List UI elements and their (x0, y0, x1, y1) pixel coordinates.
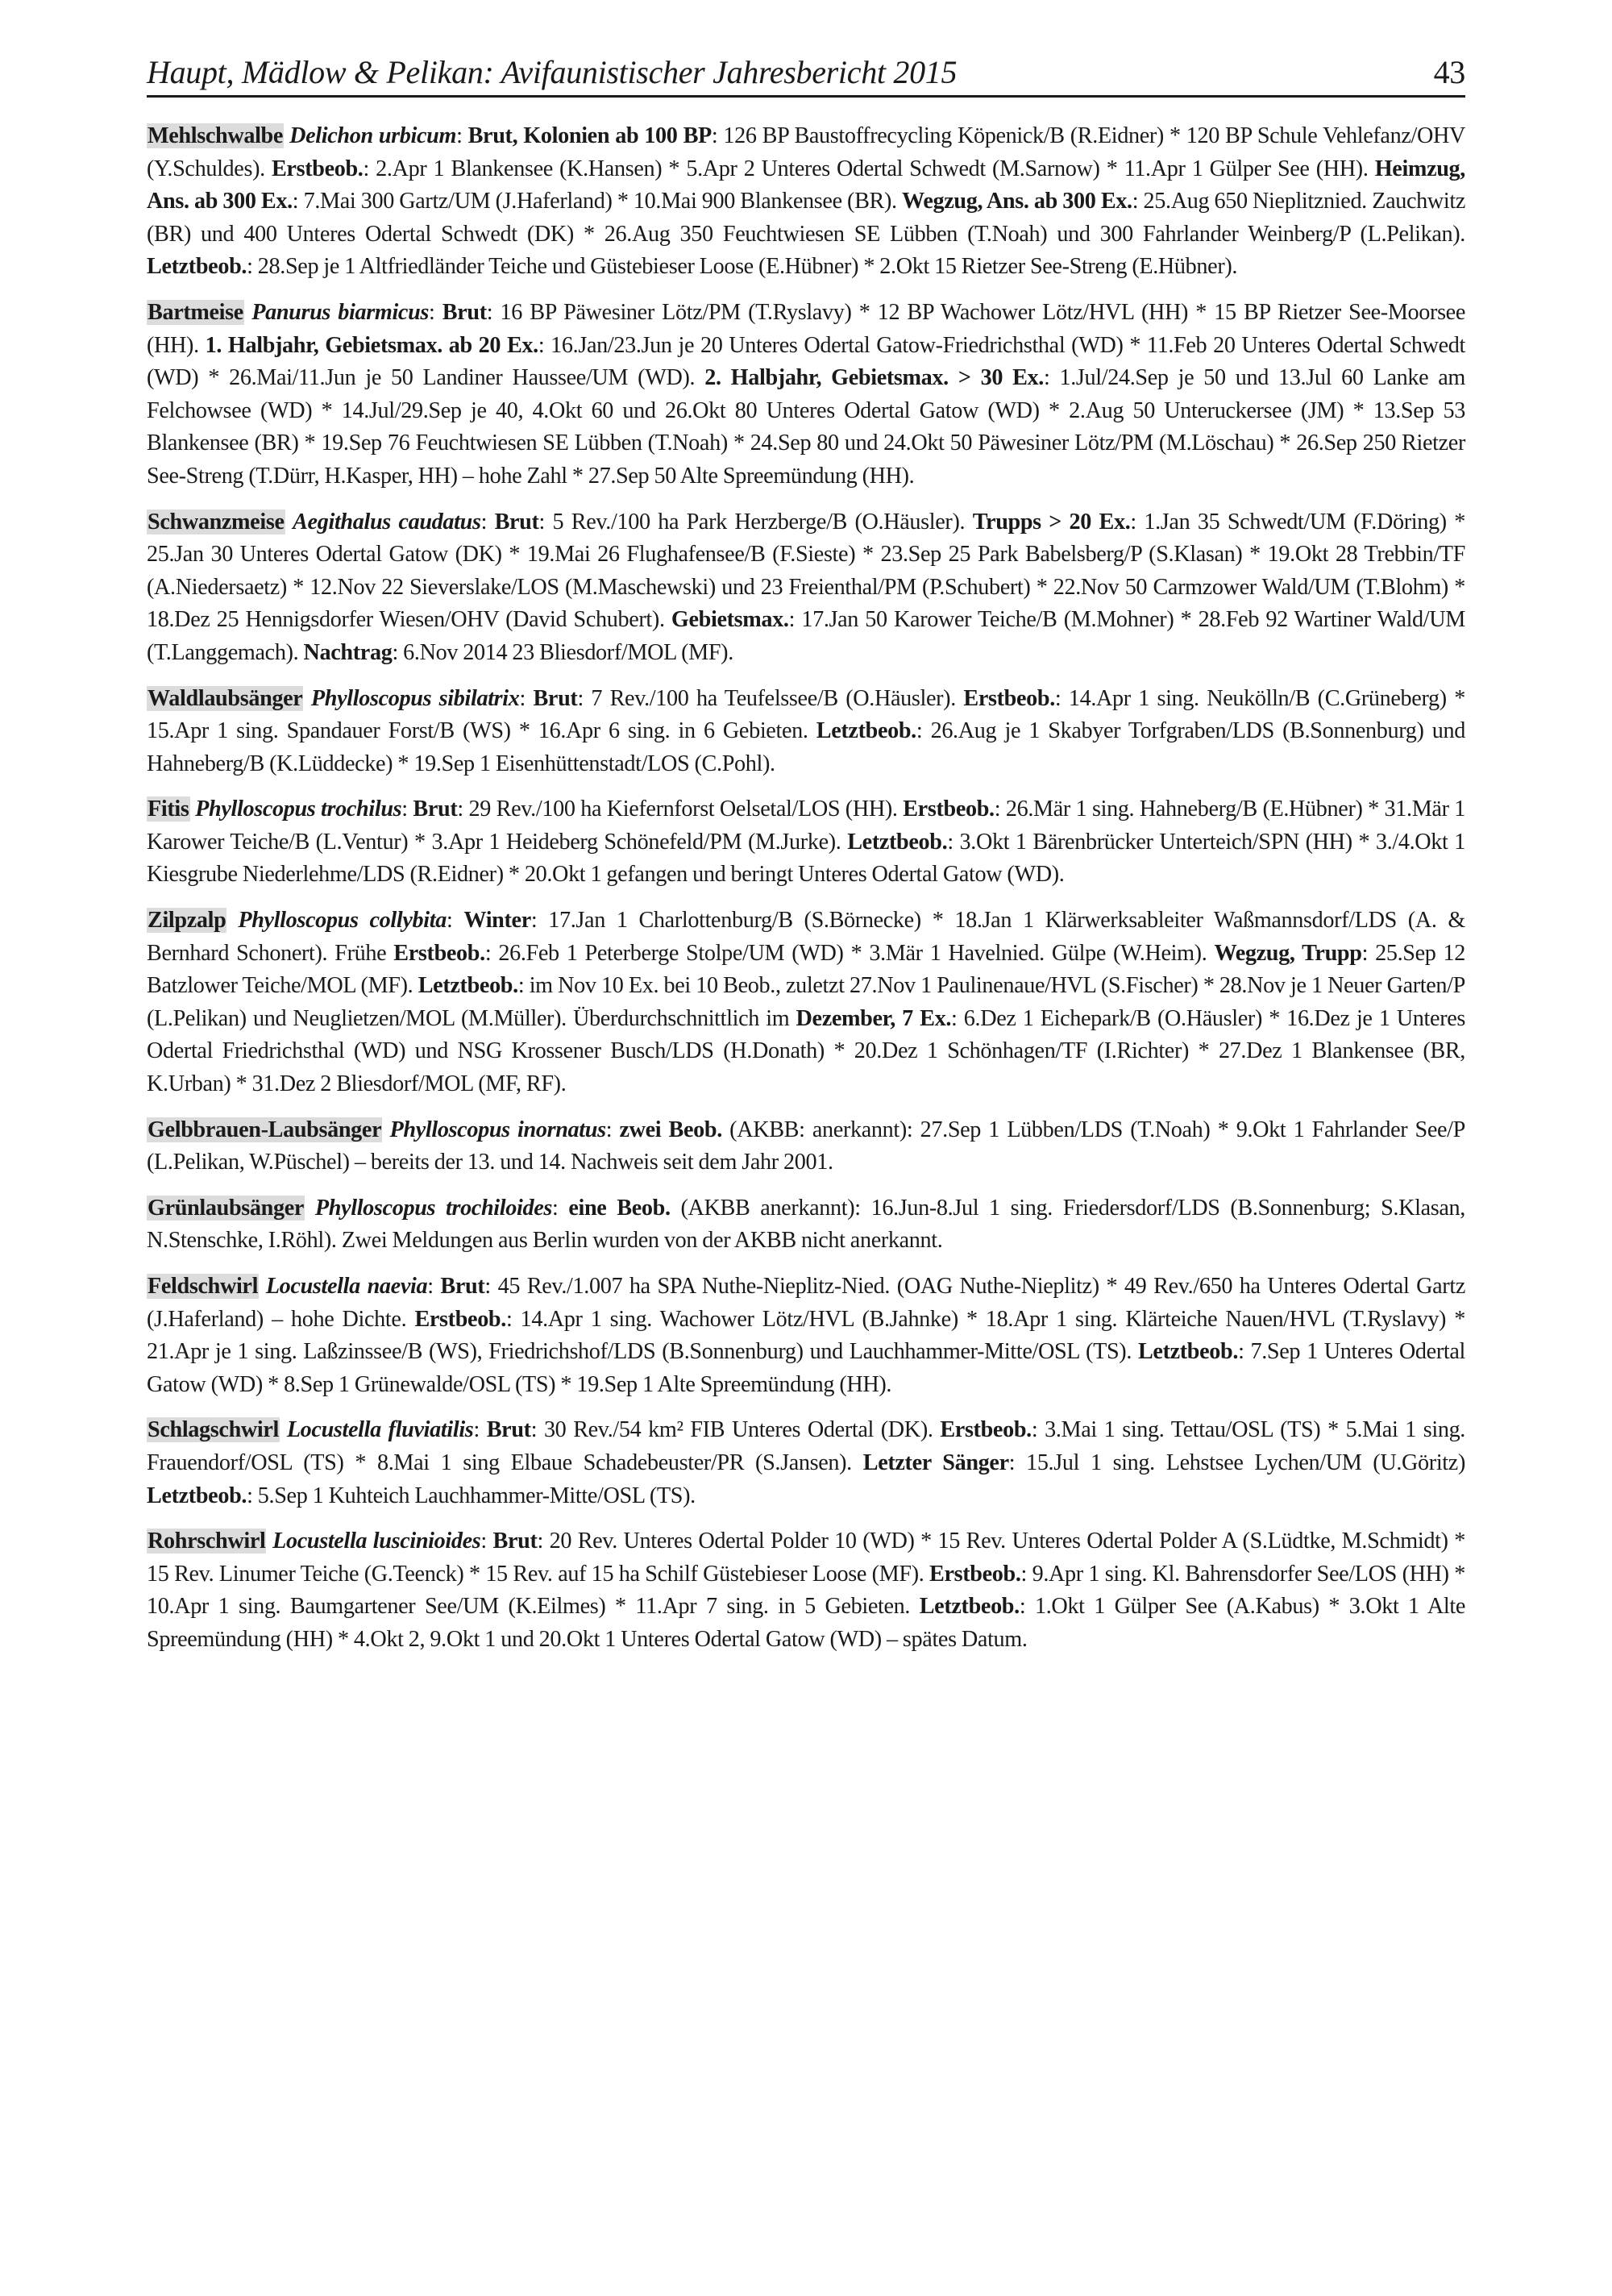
observation-text: : (605, 1117, 620, 1142)
section-label: Brut (494, 509, 539, 534)
species-scientific-name: Phylloscopus trochiloides (314, 1195, 553, 1221)
section-label: Winter (463, 908, 531, 934)
section-label: Erstbeob. (940, 1417, 1032, 1443)
observation-text: : 126 BP Baustoffrecycling Köpenick/B (R.Eidner) * 120 BP Schule Vehlefanz/OHV (Y.Schuldes). (147, 123, 1465, 181)
section-label: Gebietsmax. (671, 607, 789, 633)
running-header (147, 56, 1465, 98)
section-label: Brut (440, 1274, 485, 1299)
observation-text: : (456, 123, 468, 148)
observation-text: : 1.Jul/24.Sep je 50 und 13.Jul 60 Lanke am Felchowsee (WD) * 14.Jul/29.Sep je 40, 4.Okt 60 und 26.Okt 80 Unteres Odertal Gatow (WD) * 2.Aug 50 Unteruckersee (JM) * 13.Sep 53 Blankensee (BR) * 19.Sep 76 Feuchtwiesen SE Lübben (T.Noah) * 24.Sep 80 und 24.Okt 50 Päwesiner Lötz/PM (M.Löschau) * 26.Sep 250 Rietzer See-Streng (T.Dürr, H.Kasper, HH) – hohe Zahl * 27.Sep 50 Alte Spreemündung (HH). (147, 365, 1465, 489)
section-label: Letztbeob. (147, 254, 247, 280)
species-scientific-name: Phylloscopus trochilus (195, 797, 402, 822)
observation-text: : (480, 1529, 493, 1554)
section-label: Letztbeob. (847, 829, 948, 855)
observation-text: : 6.Dez 1 Eichepark/B (O.Häusler) * 16.Dez je 1 Unteres Odertal Friedrichsthal (WD) und NSG Krossener Busch/LDS (H.Donath) * 20.Dez 1 Schönhagen/TF (I.Richter) * 27.Dez 1 Blankensee (BR, K.Urban) * 31.Dez 2 Bliesdorf/MOL (MF, RF). (147, 1005, 1466, 1097)
section-label: Brut (492, 1529, 538, 1554)
page-number: 43 (1433, 54, 1465, 90)
section-label: eine Beob. (568, 1195, 671, 1221)
species-scientific-name: Aegithalus caudatus (293, 509, 481, 534)
species-scientific-name: Delichon urbicum (289, 123, 457, 148)
observation-text: : 3.Mai 1 sing. Tettau/OSL (TS) * 5.Mai 1 sing. Frauendorf/OSL (TS) * 8.Mai 1 sing Elbaue Schadebeuster/PR (S.Jansen). (147, 1417, 1466, 1475)
running-title: Haupt, Mädlow & Pelikan: Avifaunistischer Jahresbericht 2015 (147, 54, 958, 90)
section-label: Dezember, 7 Ex. (796, 1005, 952, 1031)
species-text (147, 300, 1465, 489)
species-entry (147, 1271, 1465, 1401)
observation-text: : 9.Apr 1 sing. Kl. Bahrensdorfer See/LOS (HH) * 10.Apr 1 sing. Baumgartener See/UM (K.Eilmes) * 11.Apr 7 sing. in 5 Gebieten. (147, 1561, 1465, 1620)
section-label: Brut, Kolonien ab 100 BP (467, 123, 712, 148)
observation-text: : 16.Jan/23.Jun je 20 Unteres Odertal Gatow-Friedrichsthal (WD) * 11.Feb 20 Unteres Odertal Schwedt (WD) * 26.Mai/11.Jun je 50 Landiner Haussee/UM (WD). (147, 332, 1465, 391)
species-scientific-name: Panurus biarmicus (251, 299, 430, 325)
species-common-name: Schwanzmeise (147, 509, 285, 534)
observation-text: : 15.Jul 1 sing. Lehstsee Lychen/UM (U.Göritz) (1008, 1450, 1465, 1475)
species-common-name: Rohrschwirl (147, 1529, 266, 1554)
species-common-name: Schlagschwirl (147, 1417, 280, 1443)
section-label: Erstbeob. (271, 156, 364, 181)
section-label: Erstbeob. (963, 685, 1055, 711)
observation-text: (AKBB: anerkannt): 27.Sep 1 Lübben/LDS (T.Noah) * 9.Okt 1 Fahrlander See/P (L.Pelikan, W.Püschel) – bereits der 13. und 14. Nachweis seit dem Jahr 2001. (147, 1117, 1465, 1175)
section-label: Erstbeob. (929, 1561, 1021, 1587)
section-label: Brut (533, 685, 578, 711)
observation-text: : 45 Rev./1.007 ha SPA Nuthe-Nieplitz-Nied. (OAG Nuthe-Nieplitz) * 49 Rev./650 ha Unteres Odertal Gartz (J.Haferland) – hohe Dichte. (147, 1274, 1465, 1332)
species-list (147, 120, 1465, 1657)
species-scientific-name: Locustella naevia (265, 1274, 428, 1299)
section-label: Erstbeob. (903, 797, 995, 822)
section-label: 1. Halbjahr, Gebietsmax. ab 20 Ex. (205, 332, 538, 358)
species-entry (147, 120, 1465, 284)
species-scientific-name: Phylloscopus collybita (238, 908, 447, 934)
section-label: Wegzug, Ans. ab 300 Ex. (902, 189, 1132, 214)
section-label: Letzter Sänger (862, 1450, 1009, 1475)
section-label: Heimzug, Ans. ab 300 Ex. (147, 156, 1465, 214)
species-entry (147, 905, 1465, 1101)
observation-text: : 6.Nov 2014 23 Bliesdorf/MOL (MF). (392, 639, 733, 665)
observation-text: : (447, 908, 464, 934)
section-label: Brut (413, 797, 458, 822)
species-scientific-name: Locustella luscinioides (272, 1529, 481, 1554)
section-label: Erstbeob. (414, 1306, 506, 1332)
observation-text: : 5.Sep 1 Kuhteich Lauchhammer-Mitte/OSL (TS). (247, 1483, 696, 1508)
observation-text: : 26.Aug je 1 Skabyer Torfgraben/LDS (B.Sonnenburg) und Hahneberg/B (K.Lüddecke) * 19.Sep 1 Eisenhüttenstadt/LOS (C.Pohl). (147, 718, 1465, 776)
species-text (147, 908, 1465, 1096)
species-common-name: Mehlschwalbe (147, 123, 284, 148)
species-common-name: Zilpzalp (147, 908, 226, 934)
species-entry (147, 506, 1465, 670)
observation-text: : 25.Sep 12 Batzlower Teiche/MOL (MF). (147, 940, 1466, 999)
observation-text: : 7 Rev./100 ha Teufelssee/B (O.Häusler). (577, 685, 964, 711)
observation-text: : (429, 299, 442, 325)
section-label: Erstbeob. (393, 940, 485, 966)
species-common-name: Fitis (147, 797, 189, 822)
observation-text: : 26.Feb 1 Peterberge Stolpe/UM (WD) * 3.Mär 1 Havelnied. Gülpe (W.Heim). (484, 940, 1215, 966)
observation-text: : 28.Sep je 1 Altfriedländer Teiche und Güstebieser Loose (E.Hübner) * 2.Okt 15 Rietzer See-Streng (E.Hübner). (247, 254, 1238, 280)
observation-text: : 14.Apr 1 sing. Wachower Lötz/HVL (B.Jahnke) * 18.Apr 1 sing. Klärteiche Nauen/HVL (T.Ryslavy) * 21.Apr je 1 sing. Laßzinssee/B (WS), Friedrichshof/LDS (B.Sonnenburg) und Lauchhammer-Mitte/OSL (TS). (147, 1306, 1466, 1365)
observation-text: (AKBB anerkannt): 16.Jun-8.Jul 1 sing. Friedersdorf/LDS (B.Sonnenburg; S.Klasan, N.Stenschke, I.Röhl). Zwei Meldungen aus Berlin wurden von der AKBB nicht anerkannt. (147, 1195, 1465, 1254)
species-common-name: Feldschwirl (147, 1274, 259, 1299)
species-entry (147, 1192, 1465, 1258)
observation-text: : (519, 685, 534, 711)
section-label: Letztbeob. (919, 1594, 1020, 1620)
species-entry (147, 1114, 1465, 1179)
observation-text: : 17.Jan 50 Karower Teiche/B (M.Mohner) * 28.Feb 92 Wartiner Wald/UM (T.Langgemach). (147, 607, 1465, 665)
observation-text: : (552, 1195, 569, 1221)
observation-text: : 25.Aug 650 Nieplitznied. Zauchwitz (BR) und 400 Unteres Odertal Schwedt (DK) * 26.Aug 350 Feuchtwiesen SE Lübben (T.Noah) und 300 Fahrlander Weinberg/P (L.Pelikan). (147, 189, 1466, 247)
observation-text: : 16 BP Päwesiner Lötz/PM (T.Ryslavy) * 12 BP Wachower Lötz/HVL (HH) * 15 BP Rietzer See-Moorsee (HH). (147, 299, 1466, 358)
observation-text: : 7.Mai 300 Gartz/UM (J.Haferland) * 10.Mai 900 Blankensee (BR). (292, 189, 903, 214)
observation-text: : 1.Jan 35 Schwedt/UM (F.Döring) * 25.Jan 30 Unteres Odertal Gatow (DK) * 19.Mai 26 Flughafensee/B (F.Sieste) * 23.Sep 25 Park Babelsberg/P (S.Klasan) * 19.Okt 28 Trebbin/TF (A.Niedersaetz) * 12.Nov 22 Sieverslake/LOS (M.Maschewski) und 23 Freienthal/PM (P.Schubert) * 22.Nov 50 Carmzower Wald/UM (T.Blohm) * 18.Dez 25 Hennigsdorfer Wiesen/OHV (David Schubert). (147, 509, 1465, 633)
species-scientific-name: Locustella fluviatilis (286, 1417, 474, 1443)
observation-text: : 30 Rev./54 km² FIB Unteres Odertal (DK). (530, 1417, 941, 1443)
section-label: Letztbeob. (147, 1483, 247, 1508)
section-label: Brut (486, 1417, 531, 1443)
document-page (147, 56, 1465, 1670)
species-scientific-name: Phylloscopus inornatus (389, 1117, 606, 1142)
observation-text: : 14.Apr 1 sing. Neukölln/B (C.Grüneberg) * 15.Apr 1 sing. Spandauer Forst/B (WS) * 16.Apr 6 sing. in 6 Gebieten. (147, 685, 1465, 744)
observation-text: : 3.Okt 1 Bärenbrücker Unterteich/SPN (HH) * 3./4.Okt 1 Kiesgrube Niederlehme/LDS (R.Eidner) * 20.Okt 1 gefangen und beringt Unteres Odertal Gatow (WD). (147, 829, 1466, 888)
species-entry (147, 1414, 1465, 1512)
species-common-name: Gelbbrauen-Laubsänger (147, 1117, 382, 1142)
species-entry (147, 297, 1465, 493)
species-scientific-name: Phylloscopus sibilatrix (310, 685, 520, 711)
observation-text: : 26.Mär 1 sing. Hahneberg/B (E.Hübner) * 31.Mär 1 Karower Teiche/B (L.Ventur) * 3.Apr 1 Heideberg Schönefeld/PM (M.Jurke). (147, 797, 1466, 855)
observation-text: : 5 Rev./100 ha Park Herzberge/B (O.Häusler). (538, 509, 973, 534)
species-entry (147, 1525, 1465, 1656)
section-label: Letztbeob. (816, 718, 916, 744)
observation-text: : 17.Jan 1 Charlottenburg/B (S.Börnecke) * 18.Jan 1 Klärwerksableiter Waßmannsdorf/LDS (A. & Bernhard Schonert). Frühe (147, 908, 1465, 966)
section-label: Wegzug, Trupp (1214, 940, 1362, 966)
observation-text: : 1.Okt 1 Gülper See (A.Kabus) * 3.Okt 1 Alte Spreemündung (HH) * 4.Okt 2, 9.Okt 1 und 20.Okt 1 Unteres Odertal Gatow (WD) – spätes Datum. (147, 1594, 1465, 1652)
section-label: Letztbeob. (418, 973, 518, 999)
observation-text: : 20 Rev. Unteres Odertal Polder 10 (WD) * 15 Rev. Unteres Odertal Polder A (S.Lüdtke, M.Schmidt) * 15 Rev. Linumer Teiche (G.Teenck) * 15 Rev. auf 15 ha Schilf Güstebieser Loose (MF). (147, 1529, 1465, 1587)
observation-text: : (480, 509, 495, 534)
section-label: 2. Halbjahr, Gebietsmax. > 30 Ex. (704, 365, 1044, 391)
section-label: Nachtrag (303, 639, 393, 665)
section-label: zwei Beob. (619, 1117, 722, 1142)
species-common-name: Waldlaubsänger (147, 685, 303, 711)
species-entry (147, 683, 1465, 781)
observation-text: : (473, 1417, 487, 1443)
observation-text: : (427, 1274, 441, 1299)
section-label: Brut (442, 299, 487, 325)
species-common-name: Grünlaubsänger (147, 1195, 305, 1221)
observation-text: : (401, 797, 413, 822)
section-label: Letztbeob. (1137, 1339, 1239, 1365)
observation-text: : 7.Sep 1 Unteres Odertal Gatow (WD) * 8.Sep 1 Grünewalde/OSL (TS) * 19.Sep 1 Alte Spreemündung (HH). (147, 1339, 1465, 1397)
species-entry (147, 793, 1465, 892)
section-label: Trupps > 20 Ex. (972, 509, 1131, 534)
observation-text: : im Nov 10 Ex. bei 10 Beob., zuletzt 27.Nov 1 Paulinenaue/HVL (S.Fischer) * 28.Nov je 1 Neuer Garten/P (L.Pelikan) und Neuglietzen/MOL (M.Müller). Überdurchschnittlich im (147, 973, 1465, 1031)
observation-text: : 29 Rev./100 ha Kiefernforst Oelsetal/LOS (HH). (457, 797, 904, 822)
species-common-name: Bartmeise (147, 299, 243, 325)
observation-text: : 2.Apr 1 Blankensee (K.Hansen) * 5.Apr 2 Unteres Odertal Schwedt (M.Sarnow) * 11.Apr 1 Gülper See (HH). (363, 156, 1375, 181)
